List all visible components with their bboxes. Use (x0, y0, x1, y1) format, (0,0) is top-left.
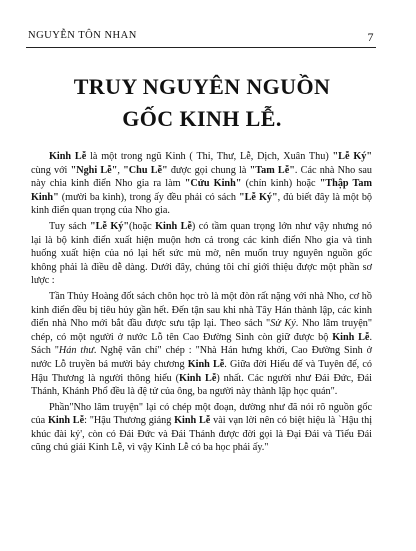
p1-s10: . Các nhà Nho sau này chia kinh điển Nho gia ra làm (31, 164, 372, 190)
p3-s2: Sử Ký (270, 318, 296, 330)
p1-s2: là một trong ngũ Kinh ( Thi, Thư, Lễ, Dịch, Xuân Thu) (86, 151, 333, 162)
p1-s9: "Tam Lễ" (249, 164, 295, 176)
p4-s5: vài vạn lời nên có biệt hiệu là `Hậu thị khúc đài ký', còn có Đái Đức và Đái Thánh được đời gọi là Đại Đái và Tiểu Đái cũng chú giải Kinh Lễ, vì vậy Kinh Lễ có ba học phái ấy." (31, 415, 373, 454)
p3-s10: Kinh Lễ (179, 372, 217, 384)
p2-s3: (hoặc (129, 220, 156, 232)
p3-s6: Hán thư (58, 345, 94, 357)
p4-s1: Phần"Nho lâm truyện" lại có chép một đoạn, dường như đã nói rõ nguồn gốc của (31, 401, 372, 427)
chapter-title-line-1: TRUY NGUYÊN NGUỒN (73, 74, 331, 99)
p1-s13: "Thập Tam Kinh" (31, 178, 372, 203)
p1-s3: "Lễ Ký" (332, 151, 372, 162)
p1-s6: , (117, 164, 124, 176)
p1-s16: , đủ biết đây là một bộ kinh điển quan trọng của Nho gia. (31, 191, 373, 217)
p3-s8: Kinh Lễ (187, 358, 225, 370)
page-number: 7 (367, 30, 374, 44)
p3-s4: Kinh Lễ (332, 331, 370, 343)
p2-s4: Kinh Lễ (155, 220, 192, 232)
chapter-title-line-2: GỐC KINH LỄ. (122, 106, 282, 131)
p4-s3: : "Hậu Thương giảng (84, 415, 175, 427)
p3-s7: . Nghệ văn chí" chép : "Nhà Hán hưng khởi, Cao Đường Sinh ở nước Lỗ truyền bá mười bảy chương (31, 345, 372, 370)
p1-s14: (mười ba kinh), trong ấy đều phải có sách (58, 191, 239, 203)
p2-s1: Tuy sách (49, 220, 90, 232)
p1-s5: "Nghi Lễ" (70, 164, 118, 176)
p1-s4: cùng với (31, 164, 71, 176)
p2-s2: "Lễ Ký" (89, 220, 130, 232)
p3-s5: . Sách " (31, 331, 372, 357)
body-text (31, 150, 372, 457)
p4-s2: Kinh Lễ (47, 415, 85, 427)
header-author: NGUYỄN TÔN NHAN (28, 30, 137, 41)
p2-s5: ) có tầm quan trọng lớn như vậy nhưng nó lại là bộ kinh điển xuất hiện muộn hơn cả trong các kinh điển Nho gia và tình huống xuất hiện của nó lại hết sức mù mờ, nên muốn truy nguyên nguồn gốc không phải là điều dễ dàng. Dưới đây, chúng tôi chỉ giới thiệu được một phần sơ lược : (31, 220, 373, 287)
paragraph-1 (31, 150, 372, 218)
p1-s1: Kinh Lễ (49, 151, 87, 162)
p1-s8: được gọi chung là (167, 164, 250, 176)
header-rule (26, 47, 376, 48)
running-header (28, 30, 374, 46)
p3-s11: ) nhất. Các người như Đái Đức, Đái Thánh, Khánh Phổ đều là đệ tử của ông, ba người này thành lập học quán". (31, 372, 372, 398)
p1-s11: "Cửu Kinh" (184, 178, 242, 190)
p3-s9: . Giữa đời Hiếu đế và Tuyên đế, có Hậu Thương là người thông hiểu ( (31, 358, 372, 384)
p1-s7: "Chu Lễ" (123, 164, 168, 176)
p4-s4: Kinh Lễ (174, 415, 211, 427)
paragraph-2 (31, 220, 372, 288)
p3-s3: . Nho lâm truyện" chép, có một người ở nước Lỗ tên Cao Đường Sinh còn giữ được bộ (31, 318, 372, 343)
p1-s15: "Lễ Ký" (238, 191, 278, 203)
p3-s1: Tần Thủy Hoàng đốt sách chôn học trò là một đòn rất nặng với nhà Nho, cơ hồ kinh điển đều bị tiêu hủy gần hết. Đến tận sau khi nhà Tây Hán thành lập, các kinh điển nhà Nho mới bắt đầu được sưu tập lại. Theo sách " (31, 290, 372, 330)
paragraph-3 (31, 290, 372, 399)
p1-s12: (chín kinh) hoặc (241, 178, 320, 190)
paragraph-4 (31, 401, 372, 455)
